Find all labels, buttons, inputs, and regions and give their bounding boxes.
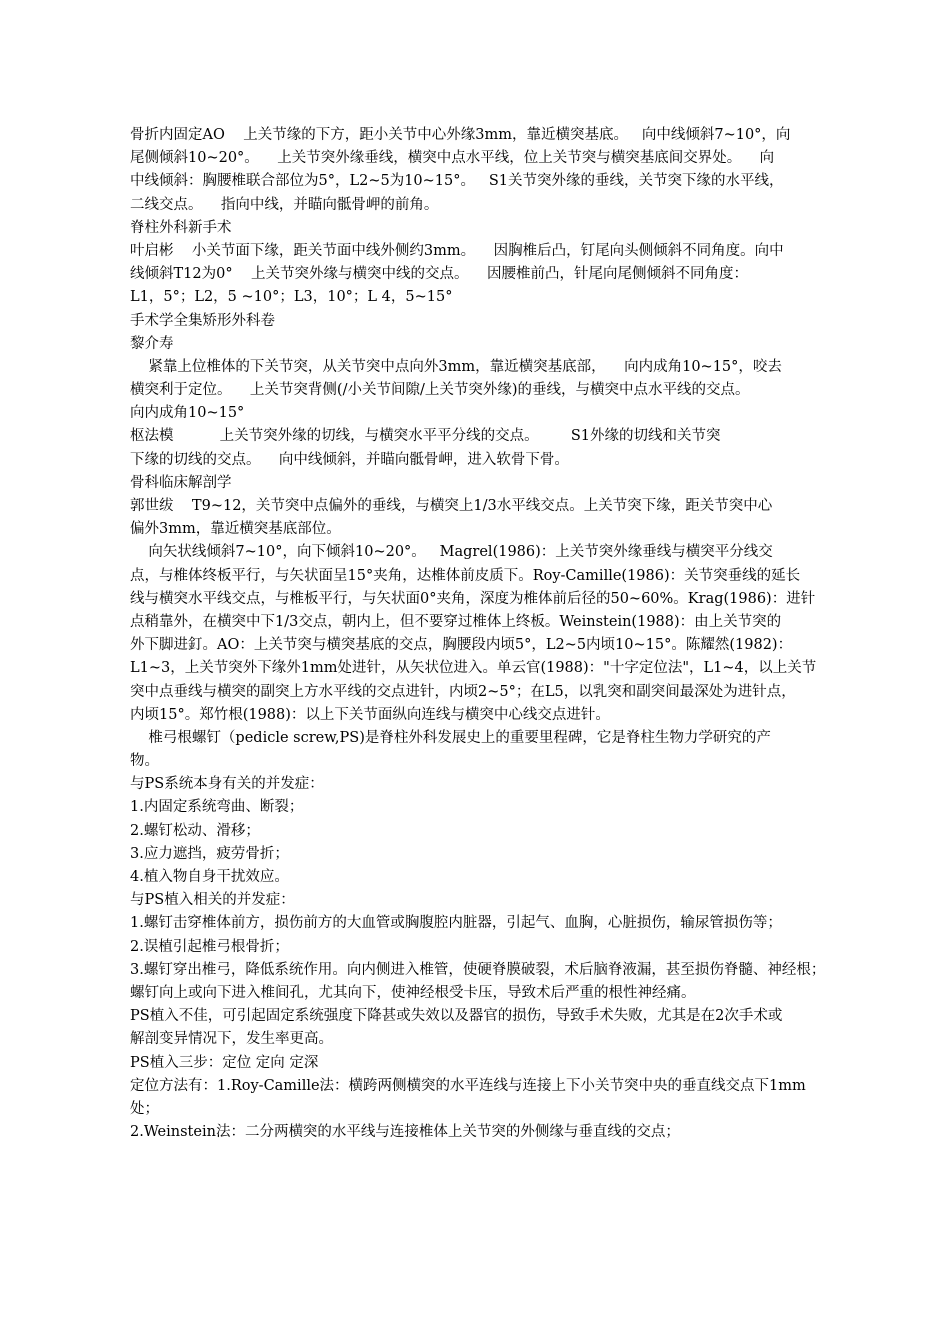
text-line: 枢法模 上关节突外缘的切线，与横突水平平分线的交点。 S1外缘的切线和关节突 [130, 428, 721, 445]
text-line: 椎弓根螺钉（pedicle screw,PS)是脊柱外科发展史上的重要里程碑，它是脊柱生物力学研究的产 [130, 729, 771, 746]
text-line: 郭世绂 T9~12，关节突中点偏外的垂线，与横突上1/3水平线交点。上关节突下缘，距关节突中心 [130, 498, 773, 514]
text-line: 定位方法有：1.Roy-Camille法：横跨两侧横突的水平连线与连接上下小关节突中央的垂直线交点下1mm [130, 1077, 806, 1094]
text-line: 内顷15°。郑竹根(1988)：以上下关节面纵向连线与横突中心线交点进针。 [130, 706, 610, 723]
text-line: 线与横突水平线交点，与椎板平行，与矢状面0°夹角，深度为椎体前后径的50~60%。Krag(1986)：进针 [130, 590, 816, 607]
text-line: 偏外3mm，靠近横突基底部位。 [130, 521, 341, 538]
text-line: 突中点垂线与横突的副突上方水平线的交点进针，内顷2~5°；在L5，以乳突和副突间最深处为进针点， [130, 683, 796, 700]
text-line: 向矢状线倾斜7~10°，向下倾斜10~20°。 Magrel(1986)：上关节突外缘垂线与横突平分线交 [130, 544, 773, 561]
text-line: 叶启彬 小关节面下缘，距关节面中线外侧约3mm。 因胸椎后凸，钉尾向头侧倾斜不同角度。向中 [130, 242, 784, 259]
list-item: 2.误植引起椎弓根骨折； [130, 938, 289, 955]
text-line: 处； [130, 1100, 159, 1117]
text-line: 骨折内固定AO 上关节缘的下方，距小关节中心外缘3mm，靠近横突基底。 向中线倾斜7~10°，向 [130, 127, 791, 143]
text-line: 向内成角10~15° [130, 405, 245, 422]
author-line: 黎介寿 [130, 335, 174, 352]
text-line: PS植入三步：定位 定向 定深 [130, 1054, 319, 1071]
list-heading: 与PS植入相关的并发症： [130, 892, 295, 909]
text-line: 横突利于定位。 上关节突背侧(/小关节间隙/上关节突外缘)的垂线，与横突中点水平线的交点。 [130, 382, 750, 399]
text-line: 紧靠上位椎体的下关节突，从关节突中点向外3mm，靠近横突基底部， 向内成角10~15°，咬去 [130, 358, 782, 375]
list-item: 4.植入物自身干扰效应。 [130, 869, 289, 885]
text-line: L1，5°；L2，5 ~10°；L3，10°；L 4，5~15° [130, 289, 453, 306]
section-heading: 骨科临床解剖学 [130, 474, 232, 491]
section-heading: 手术学全集矫形外科卷 [130, 312, 275, 329]
list-item: 2.螺钉松动、滑移； [130, 822, 260, 839]
text-line: PS植入不佳，可引起固定系统强度下降甚或失效以及器官的损伤，导致手术失败，尤其是在2次手术或 [130, 1008, 783, 1025]
document-body [130, 120, 880, 1144]
text-line: 螺钉向上或向下进入椎间孔，尤其向下，使神经根受卡压，导致术后严重的根性神经痛。 [130, 984, 696, 1001]
text-line: 物。 [130, 753, 159, 770]
text-line: 尾侧倾斜10~20°。 上关节突外缘垂线，横突中点水平线，位上关节突与横突基底间交界处。 向 [130, 150, 775, 167]
text-line: L1~3，上关节突外下缘外1mm处进针，从矢状位进入。单云官(1988)："十字定位法"，L1~4，以上关节 [130, 660, 817, 677]
text-line: 外下脚进釘。AO：上关节突与横突基底的交点，胸腰段内顷5°，L2~5内顷10~15°。陈耀然(1982)： [130, 637, 793, 654]
text-line: 下缘的切线的交点。 向中线倾斜，并瞄向骶骨岬，进入软骨下骨。 [130, 451, 569, 468]
text-line: 2.Weinstein法：二分两横突的水平线与连接椎体上关节突的外侧缘与垂直线的交点； [130, 1124, 680, 1141]
list-item: 3.应力遮挡，疲劳骨折； [130, 845, 289, 862]
text-line: 二线交点。 指向中线，并瞄向骶骨岬的前角。 [130, 196, 439, 213]
list-item: 3.螺钉穿出椎弓，降低系统作用。向内侧进入椎管，使硬脊膜破裂，术后脑脊液漏，甚至损伤脊髓、神经根； [130, 961, 826, 978]
text-line: 线倾斜T12为0° 上关节突外缘与横突中线的交点。 因腰椎前凸，针尾向尾侧倾斜不同角度： [130, 266, 748, 283]
list-heading: 与PS系统本身有关的并发症： [130, 776, 324, 793]
text-line: 中线倾斜：胸腰椎联合部位为5°，L2~5为10~15°。 S1关节突外缘的垂线，关节突下缘的水平线， [130, 173, 784, 190]
text-line: 解剖变异情况下，发生率更高。 [130, 1031, 333, 1048]
text-line: 点，与椎体终板平行，与矢状面呈15°夹角，达椎体前皮质下。Roy-Camille(1986)：关节突垂线的延长 [130, 567, 801, 584]
list-item: 1.内固定系统弯曲、断裂； [130, 799, 304, 816]
text-line: 点稍靠外，在横突中下1/3交点，朝内上，但不要穿过椎体上终板。Weinstein(1988)：由上关节突的 [130, 613, 782, 630]
section-heading: 脊柱外科新手术 [130, 219, 232, 236]
list-item: 1.螺钉击穿椎体前方，损伤前方的大血管或胸腹腔内脏器，引起气、血胸，心脏损伤，输尿管损伤等； [130, 915, 782, 932]
